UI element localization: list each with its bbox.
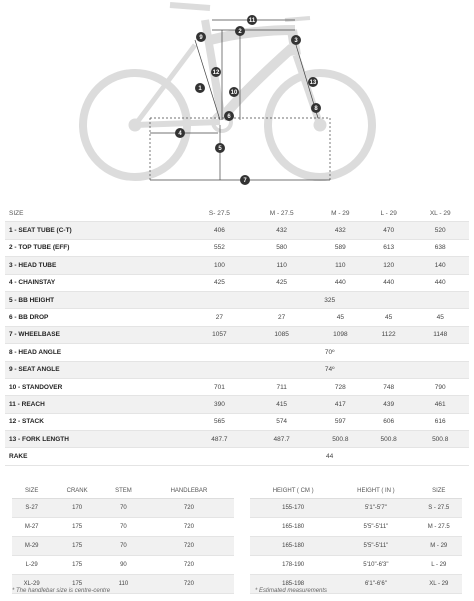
geometry-cell: 701 — [190, 378, 248, 395]
geometry-row — [5, 326, 469, 343]
badge-2 — [235, 26, 245, 36]
geometry-row — [5, 413, 469, 430]
geometry-cell: 440 — [366, 274, 412, 291]
geometry-cell: 565 — [190, 413, 248, 430]
header-height-in: HEIGHT ( IN ) — [336, 484, 415, 499]
badge-9 — [196, 32, 206, 42]
geometry-cell: 597 — [315, 413, 366, 430]
heights-cell: M - 27.5 — [416, 518, 462, 537]
geometry-cell: 790 — [411, 378, 469, 395]
geometry-cell: 616 — [411, 413, 469, 430]
header-m-27: M - 27.5 — [249, 205, 315, 222]
all-sizes-value: 74º — [190, 361, 469, 378]
badge-1 — [195, 83, 205, 93]
geometry-cell: 100 — [190, 257, 248, 274]
header-xl-29: XL - 29 — [411, 205, 469, 222]
components-cell: 720 — [144, 518, 234, 537]
svg-text:7: 7 — [243, 178, 247, 184]
rider-height-table — [250, 484, 462, 594]
components-cell: 720 — [144, 537, 234, 556]
row-label: 9 - SEAT ANGLE — [5, 361, 190, 378]
components-cell: 70 — [103, 518, 144, 537]
geometry-cell: 432 — [315, 222, 366, 239]
row-label: 8 - HEAD ANGLE — [5, 344, 190, 361]
geometry-cell: 461 — [411, 396, 469, 413]
geometry-cell: 589 — [315, 239, 366, 256]
components-cell: L-29 — [12, 556, 51, 575]
geometry-cell: 417 — [315, 396, 366, 413]
geometry-cell: 638 — [411, 239, 469, 256]
geometry-cell: 415 — [249, 396, 315, 413]
components-cell: 720 — [144, 575, 234, 594]
heights-row — [250, 518, 462, 537]
geometry-row — [5, 344, 469, 361]
heights-row — [250, 537, 462, 556]
components-cell: 175 — [51, 518, 103, 537]
heights-cell: S - 27.5 — [416, 499, 462, 518]
components-cell: 110 — [103, 575, 144, 594]
heights-row — [250, 556, 462, 575]
all-sizes-value: 325 — [190, 291, 469, 308]
svg-text:10: 10 — [230, 90, 238, 96]
row-label: 5 - BB HEIGHT — [5, 291, 190, 308]
row-label: 2 - TOP TUBE (EFF) — [5, 239, 190, 256]
geometry-row — [5, 448, 469, 465]
components-cell: 70 — [103, 499, 144, 518]
badge-11 — [247, 15, 257, 25]
geometry-cell: 1057 — [190, 326, 248, 343]
heights-cell: 5'5"-5'11" — [336, 518, 415, 537]
badge-4 — [175, 128, 185, 138]
geometry-row — [5, 309, 469, 326]
header-m-29: M - 29 — [315, 205, 366, 222]
geometry-cell: 487.7 — [249, 431, 315, 448]
geometry-cell: 500.8 — [315, 431, 366, 448]
components-cell: M-27 — [12, 518, 51, 537]
header-size: SIZE — [5, 205, 190, 222]
svg-text:9: 9 — [199, 35, 203, 41]
heights-cell: M - 29 — [416, 537, 462, 556]
geometry-cell: 406 — [190, 222, 248, 239]
heights-row — [250, 499, 462, 518]
components-cell: 175 — [51, 556, 103, 575]
geometry-cell: 440 — [315, 274, 366, 291]
geometry-row — [5, 396, 469, 413]
heights-cell: 185-198 — [250, 575, 336, 594]
heights-cell: 5'5"-5'11" — [336, 537, 415, 556]
geometry-cell: 140 — [411, 257, 469, 274]
geometry-cell: 1098 — [315, 326, 366, 343]
components-row — [12, 537, 234, 556]
bike-geometry-diagram — [0, 0, 474, 200]
heights-cell: 165-180 — [250, 518, 336, 537]
geometry-cell: 1085 — [249, 326, 315, 343]
svg-text:5: 5 — [218, 146, 222, 152]
components-row — [12, 499, 234, 518]
svg-text:3: 3 — [294, 38, 298, 44]
geometry-cell: 1122 — [366, 326, 412, 343]
components-row — [12, 518, 234, 537]
header-l-29: L - 29 — [366, 205, 412, 222]
header-crank: CRANK — [51, 484, 103, 499]
geometry-cell: 520 — [411, 222, 469, 239]
geometry-table — [5, 205, 469, 466]
badge-6 — [224, 111, 234, 121]
svg-text:1: 1 — [198, 86, 202, 92]
header-s-27: S- 27.5 — [190, 205, 248, 222]
row-label: 11 - REACH — [5, 396, 190, 413]
geometry-cell: 120 — [366, 257, 412, 274]
header-size: SIZE — [12, 484, 51, 499]
badge-8 — [311, 103, 321, 113]
geometry-header-row — [5, 205, 469, 222]
all-sizes-value: 70º — [190, 344, 469, 361]
components-cell: S-27 — [12, 499, 51, 518]
svg-text:11: 11 — [248, 18, 256, 24]
components-row — [12, 556, 234, 575]
geometry-cell: 110 — [249, 257, 315, 274]
geometry-cell: 748 — [366, 378, 412, 395]
svg-text:12: 12 — [212, 70, 220, 76]
components-cell: 175 — [51, 537, 103, 556]
components-cell: 70 — [103, 537, 144, 556]
bike-silhouette — [83, 5, 372, 177]
geometry-cell: 606 — [366, 413, 412, 430]
row-label: 12 - STACK — [5, 413, 190, 430]
geometry-cell: 487.7 — [190, 431, 248, 448]
row-label: RAKE — [5, 448, 190, 465]
components-table — [12, 484, 234, 594]
geometry-cell: 711 — [249, 378, 315, 395]
geometry-cell: 500.8 — [366, 431, 412, 448]
svg-text:4: 4 — [178, 131, 182, 137]
dimension-badges — [175, 15, 321, 185]
geometry-cell: 1148 — [411, 326, 469, 343]
row-label: 7 - WHEELBASE — [5, 326, 190, 343]
geometry-cell: 390 — [190, 396, 248, 413]
svg-text:13: 13 — [309, 80, 317, 86]
row-label: 3 - HEAD TUBE — [5, 257, 190, 274]
geometry-cell: 27 — [190, 309, 248, 326]
row-label: 13 - FORK LENGTH — [5, 431, 190, 448]
estimate-note: * Estimated measurements — [255, 588, 328, 594]
components-cell: 175 — [51, 575, 103, 594]
badge-10 — [229, 87, 239, 97]
geometry-row — [5, 274, 469, 291]
header-stem: STEM — [103, 484, 144, 499]
header-height-cm: HEIGHT ( CM ) — [250, 484, 336, 499]
components-header-row — [12, 484, 234, 499]
geometry-cell: 425 — [190, 274, 248, 291]
row-label: 6 - BB DROP — [5, 309, 190, 326]
geometry-cell: 425 — [249, 274, 315, 291]
geometry-cell: 500.8 — [411, 431, 469, 448]
heights-cell: 165-180 — [250, 537, 336, 556]
row-label: 1 - SEAT TUBE (C-T) — [5, 222, 190, 239]
heights-cell: 178-190 — [250, 556, 336, 575]
heights-cell: 155-170 — [250, 499, 336, 518]
svg-text:2: 2 — [238, 29, 242, 35]
badge-3 — [291, 35, 301, 45]
heights-cell: 5'1"-5'7" — [336, 499, 415, 518]
geometry-row — [5, 222, 469, 239]
geometry-row — [5, 431, 469, 448]
row-label: 10 - STANDOVER — [5, 378, 190, 395]
header-handlebar: HANDLEBAR — [144, 484, 234, 499]
heights-cell: 6'1"-6'6" — [336, 575, 415, 594]
geometry-row — [5, 239, 469, 256]
badge-5 — [215, 143, 225, 153]
geometry-cell: 45 — [366, 309, 412, 326]
components-cell: XL-29 — [12, 575, 51, 594]
geometry-cell: 574 — [249, 413, 315, 430]
heights-cell: XL - 29 — [416, 575, 462, 594]
components-cell: 90 — [103, 556, 144, 575]
geometry-cell: 45 — [411, 309, 469, 326]
geometry-cell: 728 — [315, 378, 366, 395]
badge-12 — [211, 67, 221, 77]
heights-cell: L - 29 — [416, 556, 462, 575]
row-label: 4 - CHAINSTAY — [5, 274, 190, 291]
geometry-cell: 27 — [249, 309, 315, 326]
geometry-cell: 440 — [411, 274, 469, 291]
geometry-row — [5, 291, 469, 308]
components-cell: M-29 — [12, 537, 51, 556]
heights-header-row — [250, 484, 462, 499]
all-sizes-value: 44 — [190, 448, 469, 465]
components-cell: 170 — [51, 499, 103, 518]
geometry-cell: 552 — [190, 239, 248, 256]
badge-13 — [308, 77, 318, 87]
heights-cell: 5'10"-6'3" — [336, 556, 415, 575]
geometry-row — [5, 257, 469, 274]
geometry-cell: 613 — [366, 239, 412, 256]
geometry-cell: 439 — [366, 396, 412, 413]
geometry-cell: 110 — [315, 257, 366, 274]
geometry-row — [5, 378, 469, 395]
badge-7 — [240, 175, 250, 185]
header-size: SIZE — [416, 484, 462, 499]
geometry-cell: 470 — [366, 222, 412, 239]
geometry-cell: 432 — [249, 222, 315, 239]
geometry-cell: 580 — [249, 239, 315, 256]
svg-text:6: 6 — [227, 114, 231, 120]
handlebar-note: * The handlebar size is centre-centre — [12, 588, 111, 594]
components-cell: 720 — [144, 499, 234, 518]
svg-text:8: 8 — [314, 106, 318, 112]
geometry-cell: 45 — [315, 309, 366, 326]
geometry-row — [5, 361, 469, 378]
components-cell: 720 — [144, 556, 234, 575]
